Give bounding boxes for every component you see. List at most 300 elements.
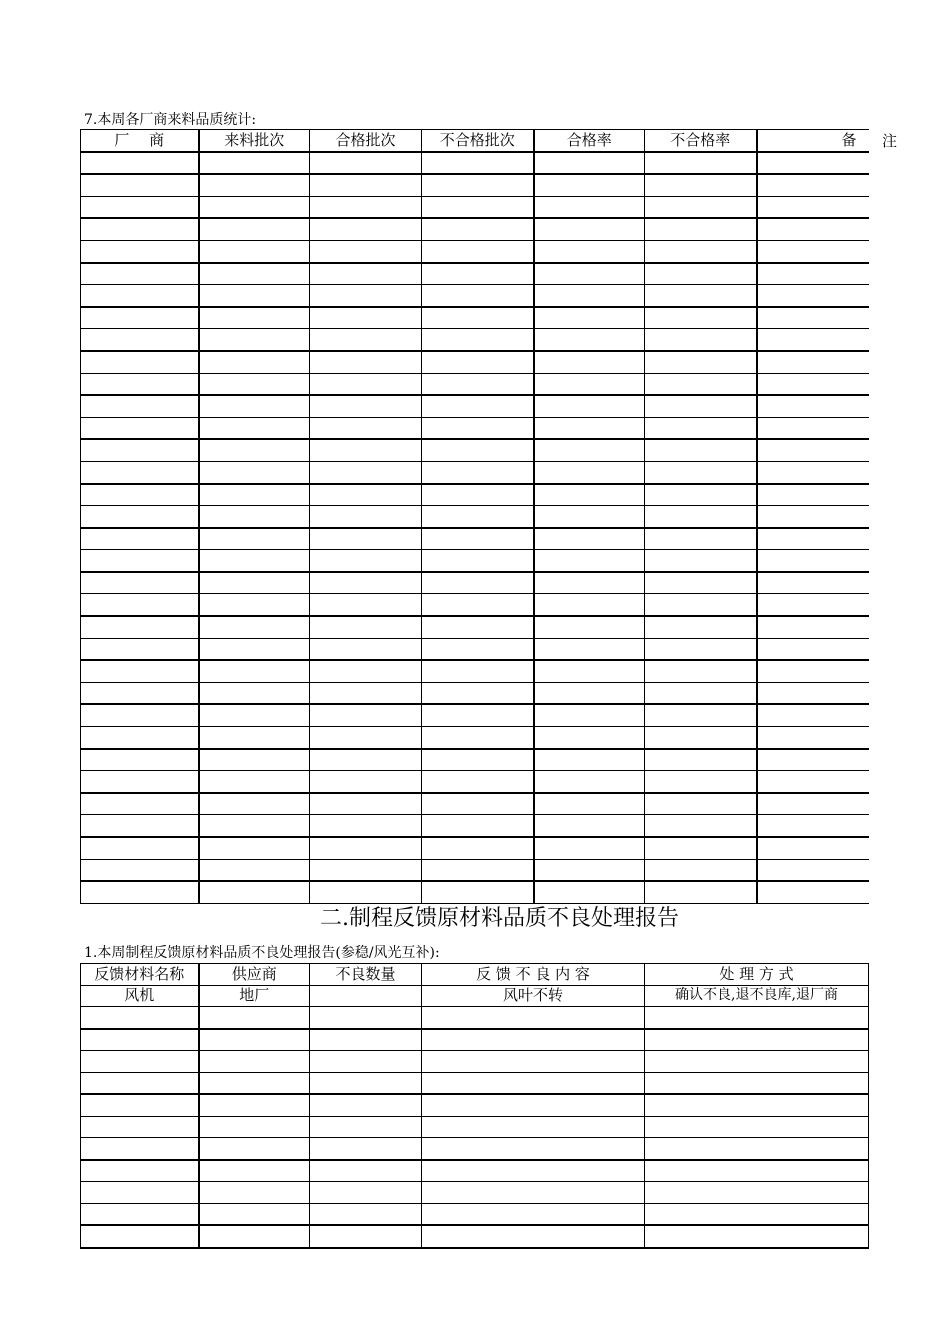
table-cell [757,793,869,815]
table-cell [310,196,422,218]
table-cell [422,1116,645,1138]
table-cell [757,461,869,483]
table-row [81,594,869,616]
table-cell [199,439,310,461]
table-cell [199,484,310,506]
table-cell [534,550,645,572]
table-cell [81,506,199,528]
table-cell [757,572,869,594]
table-cell [199,263,310,285]
table-cell [422,749,534,771]
table-cell [534,484,645,506]
table-cell [645,616,757,638]
table-cell [534,263,645,285]
table-cell [422,1160,645,1182]
table-cell [81,1138,199,1160]
header-incoming-batches: 来料批次 [199,130,310,152]
table-cell [199,793,310,815]
table-row [81,837,869,859]
table-cell [199,749,310,771]
table-cell [81,881,199,903]
table-cell [310,417,422,439]
table-cell [422,793,534,815]
table-cell [757,815,869,837]
table-cell [422,351,534,373]
table-cell [199,704,310,726]
table-cell [645,1203,869,1225]
table-cell [645,881,757,903]
table-cell [645,417,757,439]
table-cell [310,373,422,395]
table-cell [310,1182,422,1204]
table-cell [422,196,534,218]
table-cell [422,417,534,439]
header-pass-rate: 合格率 [534,130,645,152]
table-cell [757,837,869,859]
table-cell [310,1203,422,1225]
table-row [81,616,869,638]
header-vendor: 供应商 [199,964,310,986]
table-cell [310,329,422,351]
table-cell [199,881,310,903]
table-row [81,506,869,528]
table-cell [81,727,199,749]
table-cell [81,1029,199,1051]
table-cell [422,727,534,749]
table-cell [757,329,869,351]
table-cell [310,351,422,373]
table-cell [534,594,645,616]
table-cell [81,1051,199,1073]
table-row [81,196,869,218]
table-cell [81,660,199,682]
table-cell [757,240,869,262]
table-cell [199,461,310,483]
table-cell [199,1225,310,1248]
table-cell [199,771,310,793]
table-cell [757,307,869,329]
table-cell [310,815,422,837]
header-handling-method: 处 理 方 式 [645,964,869,986]
table-cell [81,572,199,594]
table-cell [534,174,645,196]
table-cell [757,395,869,417]
table-cell [81,815,199,837]
table-cell [81,528,199,550]
table-cell [645,196,757,218]
table-cell [757,638,869,660]
table-cell [645,506,757,528]
table-cell [81,240,199,262]
table-cell [534,859,645,881]
header-fail-rate: 不合格率 [645,130,757,152]
table-cell [422,771,534,793]
table-row [81,461,869,483]
header-material-name: 反馈材料名称 [81,964,199,986]
table-cell [422,152,534,175]
table-cell [645,704,757,726]
table-cell [534,461,645,483]
table-cell [645,594,757,616]
table-cell [310,727,422,749]
table-cell [645,727,757,749]
table-cell [645,395,757,417]
table-cell [81,1160,199,1182]
table-row [81,395,869,417]
table-cell [645,1094,869,1116]
table-cell [645,749,757,771]
table-cell [199,1160,310,1182]
table-row [81,174,869,196]
table-cell [310,461,422,483]
table-row [81,859,869,881]
table-row [81,1051,869,1073]
table-cell [310,484,422,506]
table-cell [310,837,422,859]
table-cell [757,373,869,395]
table-cell [310,1051,422,1073]
table-cell [645,461,757,483]
table-cell [310,240,422,262]
table-cell [757,749,869,771]
table-cell [310,859,422,881]
table-cell [310,616,422,638]
table-cell [199,240,310,262]
table-cell [310,793,422,815]
table-cell [645,1116,869,1138]
table-cell [81,1225,199,1248]
table-cell [81,749,199,771]
table-cell [81,594,199,616]
table-cell [645,1007,869,1029]
table-row [81,218,869,240]
table-cell [199,859,310,881]
table-cell [199,218,310,240]
cell-defect-content: 风叶不转 [422,985,645,1007]
table-cell [81,152,199,175]
table-cell [199,373,310,395]
table-row [81,1203,869,1225]
table-cell [534,307,645,329]
table-cell [422,1094,645,1116]
table-cell [81,285,199,307]
table-cell [645,682,757,704]
table-cell [534,196,645,218]
table-cell [534,351,645,373]
table-cell [757,263,869,285]
table-cell [81,682,199,704]
table-cell [757,881,869,903]
table-cell [310,1007,422,1029]
table-cell [645,329,757,351]
table-cell [81,1116,199,1138]
table-cell [534,837,645,859]
table-cell [757,152,869,175]
table-cell [310,528,422,550]
table-row [81,484,869,506]
table-row [81,417,869,439]
table-cell [199,152,310,175]
table-cell [534,417,645,439]
table-cell [757,550,869,572]
table-row [81,1094,869,1116]
table-row [81,1225,869,1248]
table-row [81,1072,869,1094]
header-supplier: 厂 商 [81,130,199,152]
table-cell [199,1094,310,1116]
table-cell [310,749,422,771]
table-cell [422,837,534,859]
table-cell [645,572,757,594]
table-row [81,1138,869,1160]
table-cell [310,218,422,240]
table-cell [534,373,645,395]
table-cell [199,727,310,749]
table-header-row [81,964,869,986]
cell-handling-method: 确认不良,退不良库,退厂商 [645,985,869,1007]
table-cell [422,263,534,285]
section2-heading: 二.制程反馈原材料品质不良处理报告 [320,906,679,931]
table-cell [199,1007,310,1029]
header-remarks-char1: 备 [841,130,857,149]
table-cell [199,594,310,616]
table-cell [645,1072,869,1094]
table-cell [81,793,199,815]
table-cell [422,815,534,837]
table-cell [81,395,199,417]
table-cell [310,174,422,196]
table-cell [645,771,757,793]
table-row [81,771,869,793]
table-cell [310,1138,422,1160]
table-cell [534,240,645,262]
defect-report-table [80,963,869,1249]
table-cell [534,439,645,461]
table-cell [422,484,534,506]
table-cell [645,218,757,240]
table-cell [81,1007,199,1029]
header-defect-content: 反 馈 不 良 内 容 [422,964,645,986]
table-cell [310,263,422,285]
table-row [81,815,869,837]
header-defect-qty: 不良数量 [310,964,422,986]
table-cell [422,329,534,351]
table-header-row [81,130,869,152]
table-cell [422,682,534,704]
table-row [81,704,869,726]
table-row [81,373,869,395]
table-cell [81,859,199,881]
table-cell [757,285,869,307]
table-cell [81,837,199,859]
table-cell [645,550,757,572]
table-row [81,1182,869,1204]
table-row [81,351,869,373]
table-cell [757,484,869,506]
table-cell [310,1072,422,1094]
table-cell [645,859,757,881]
table-cell [310,704,422,726]
table-cell [81,218,199,240]
table-cell [81,351,199,373]
table-cell [645,1182,869,1204]
table-cell [645,660,757,682]
table-cell [645,373,757,395]
table-cell [81,484,199,506]
table-cell [422,461,534,483]
header-remarks [757,130,869,152]
table-cell [199,1116,310,1138]
table-cell [310,307,422,329]
table-cell [422,307,534,329]
table-row [81,240,869,262]
table-cell [757,351,869,373]
table-cell [422,439,534,461]
table-cell [310,682,422,704]
table-row [81,727,869,749]
table-cell [81,704,199,726]
table-row [81,1116,869,1138]
table-cell [199,307,310,329]
table-cell [534,528,645,550]
table-cell [199,1203,310,1225]
table-cell [422,660,534,682]
table-cell [199,1051,310,1073]
table-cell [310,881,422,903]
table-cell [757,682,869,704]
table-cell [534,749,645,771]
table-cell [199,395,310,417]
table-cell [310,572,422,594]
table-cell [757,616,869,638]
table-cell [757,771,869,793]
table-row [81,285,869,307]
table-cell [199,1029,310,1051]
table-cell [199,638,310,660]
table-cell [757,506,869,528]
table-cell [422,506,534,528]
table-cell [310,594,422,616]
table-cell [199,528,310,550]
table-cell [310,1094,422,1116]
table-cell [81,1182,199,1204]
table-cell [199,550,310,572]
cell-material-name: 风机 [81,985,199,1007]
table-cell [199,572,310,594]
table-cell [645,1160,869,1182]
table-cell [422,528,534,550]
table-cell [199,660,310,682]
table-cell [534,395,645,417]
table-cell [757,704,869,726]
cell-vendor: 地厂 [199,985,310,1007]
table-cell [534,616,645,638]
cell-defect-qty [310,985,422,1007]
table-cell [645,307,757,329]
table-cell [645,351,757,373]
table-cell [422,1182,645,1204]
table-row [81,1007,869,1029]
table-cell [422,240,534,262]
table-row [81,793,869,815]
table-cell [757,528,869,550]
table-cell [199,285,310,307]
table-cell [422,594,534,616]
table-cell [534,793,645,815]
table-row [81,307,869,329]
table-cell [310,506,422,528]
table-cell [310,660,422,682]
table-row [81,550,869,572]
table-cell [199,417,310,439]
table-cell [534,682,645,704]
table-cell [534,660,645,682]
table-cell [645,1138,869,1160]
table-cell [81,1094,199,1116]
table-cell [757,727,869,749]
table-cell [422,572,534,594]
table-cell [534,638,645,660]
table-cell [422,859,534,881]
table-cell [310,1160,422,1182]
supplier-quality-table [80,129,869,904]
section2-caption: 1.本周制程反馈原材料品质不良处理报告(参稳/风光互补): [84,945,440,961]
table-cell [645,528,757,550]
table-cell [534,771,645,793]
table-cell [422,1007,645,1029]
table-cell [81,373,199,395]
table-cell [199,174,310,196]
table-row [81,1160,869,1182]
table-row [81,749,869,771]
table-cell [534,727,645,749]
table-cell [422,1051,645,1073]
table-cell [422,704,534,726]
table-cell [81,461,199,483]
table-cell [757,660,869,682]
table-row [81,572,869,594]
table-cell [534,815,645,837]
table-cell [310,550,422,572]
table-row [81,152,869,175]
table-cell [757,218,869,240]
table-cell [199,837,310,859]
table-cell [310,638,422,660]
table-cell [645,793,757,815]
table-cell [757,439,869,461]
table-cell [310,285,422,307]
table-cell [645,285,757,307]
table-cell [81,329,199,351]
table-row [81,881,869,903]
table-cell [81,417,199,439]
table-row [81,329,869,351]
table-cell [81,638,199,660]
table-cell [81,439,199,461]
table-cell [422,1072,645,1094]
table-cell [310,1225,422,1248]
table-cell [81,196,199,218]
header-pass-batches: 合格批次 [310,130,422,152]
table-row [81,985,869,1007]
table-cell [645,1225,869,1248]
table-cell [757,196,869,218]
table-cell [645,240,757,262]
table-cell [422,1138,645,1160]
table-cell [81,307,199,329]
table-cell [757,417,869,439]
table-cell [422,1225,645,1248]
